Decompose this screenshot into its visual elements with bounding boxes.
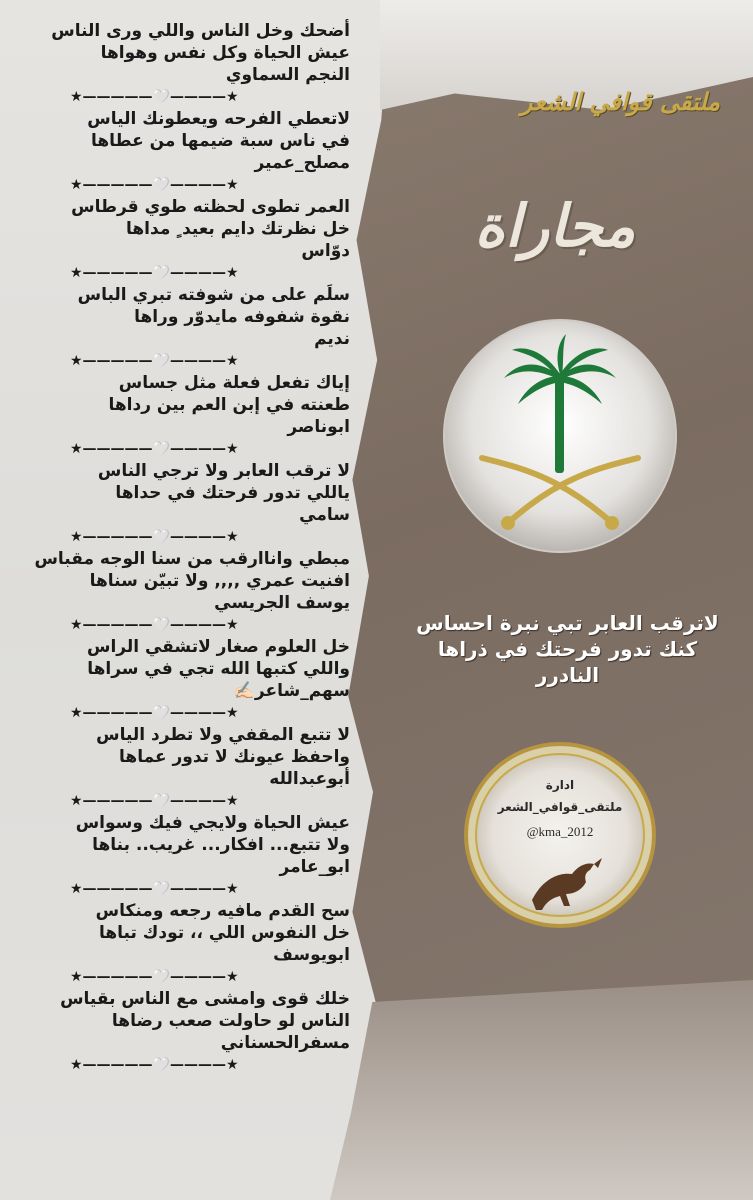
poem-line: إياك تفعل فعلة مثل جساس xyxy=(118,373,350,393)
poem-line: واللي كتبها الله تجي في سراها xyxy=(87,659,350,679)
poem-author: نديم xyxy=(314,329,350,349)
poem-3 xyxy=(60,196,350,284)
poem-line: خل النفوس اللي ،، تودك تباها xyxy=(98,923,350,943)
quote-line: النادرر xyxy=(535,663,600,687)
poem-4 xyxy=(60,284,350,372)
poem-line: عيش الحياة وكل نفس وهواها xyxy=(100,43,350,63)
poem-line: عيش الحياة ولايجي فيك وسواس xyxy=(75,813,350,833)
separator: ★—————🤍————★ xyxy=(70,617,239,633)
poem-7 xyxy=(34,548,350,636)
forum-title: ملتقى قوافي الشعر xyxy=(520,88,720,116)
separator: ★—————🤍————★ xyxy=(70,177,239,193)
poem-line: لا تتبع المقفي ولا تطرد الياس xyxy=(96,725,350,745)
poem-author: يوسف الجريسي xyxy=(214,593,350,613)
poem-author: مصلح_عمير xyxy=(254,153,350,173)
poem-1 xyxy=(51,20,350,108)
separator: ★—————🤍————★ xyxy=(70,705,239,721)
separator: ★—————🤍————★ xyxy=(70,529,239,545)
separator: ★—————🤍————★ xyxy=(70,1057,239,1073)
poem-line: واحفظ عيونك لا تدور عماها xyxy=(119,747,350,767)
poem-10 xyxy=(60,812,350,900)
header-word: مجاراة xyxy=(474,192,636,260)
poem-line: في ناس سبة ضيمها من عطاها xyxy=(90,131,350,151)
poem-author: ابوناصر xyxy=(287,417,350,437)
featured-quote xyxy=(395,610,740,688)
poems-column xyxy=(34,20,350,1076)
badge-line-admin: ادارة xyxy=(545,778,575,792)
poem-line: افنيت عمري ,,,, ولا تبيّن سناها xyxy=(89,571,350,591)
poem-line: مبطي واناارقب من سنا الوجه مقباس xyxy=(34,549,350,569)
poem-2 xyxy=(60,108,350,196)
poem-11 xyxy=(60,900,350,988)
poem-line: ياللي تدور فرحتك في حداها xyxy=(115,483,350,503)
poem-line: العمر تطوى لحظته طوي قرطاس xyxy=(71,197,350,217)
poem-6 xyxy=(60,460,350,548)
badge-handle: @kma_2012 xyxy=(526,824,594,839)
separator: ★—————🤍————★ xyxy=(70,441,239,457)
poem-author: سهم_شاعر✍🏻 xyxy=(233,681,350,701)
poem-line: لا ترقب العابر ولا ترجي الناس xyxy=(97,461,350,481)
separator: ★—————🤍————★ xyxy=(70,793,239,809)
poem-author: ابو_عامر xyxy=(279,857,350,877)
poem-8 xyxy=(60,636,350,724)
poem-author: النجم السماوي xyxy=(225,65,350,85)
poem-line: سلَم على من شوفته تبري الباس xyxy=(77,285,350,305)
poem-line: خل العلوم صغار لاتشقي الراس xyxy=(86,637,350,657)
poem-author: ابويوسف xyxy=(273,945,350,965)
poem-12 xyxy=(60,988,350,1076)
quote-line: كنك تدور فرحتك في ذراها xyxy=(437,637,698,661)
quote-line: لاترقب العابر تبي نبرة احساس xyxy=(416,611,719,635)
poem-author: مسفرالحسناني xyxy=(220,1033,350,1053)
poem-5 xyxy=(60,372,350,460)
separator: ★—————🤍————★ xyxy=(70,89,239,105)
poem-line: سح القدم مافيه رجعه ومنكاس xyxy=(95,901,350,921)
poem-line: الناس لو حاولت صعب رضاها xyxy=(111,1011,350,1031)
poem-line: خل نظرتك دايم بعيد ٍ مداها xyxy=(126,219,350,239)
poem-9 xyxy=(60,724,350,812)
separator: ★—————🤍————★ xyxy=(70,969,239,985)
poem-line: نقوة شفوفه مايدوّر وراها xyxy=(134,307,350,327)
badge-line-forum: ملتقى_قوافي_الشعر xyxy=(497,800,623,814)
separator: ★—————🤍————★ xyxy=(70,353,239,369)
poem-line: أضحك وخل الناس واللي ورى الناس xyxy=(51,21,350,41)
saudi-emblem-icon xyxy=(442,318,678,554)
poem-author: سامي xyxy=(299,505,350,525)
poem-line: لاتعطي الفرحه ويعطونك الياس xyxy=(87,109,350,129)
badge-text xyxy=(462,740,658,930)
separator: ★—————🤍————★ xyxy=(70,265,239,281)
poem-line: ولا تتبع... افكار... غريب.. بناها xyxy=(92,835,350,855)
separator: ★—————🤍————★ xyxy=(70,881,239,897)
poem-author: دوّاس xyxy=(301,241,350,261)
poem-line: طعنته في إبن العم بين رداها xyxy=(108,395,350,415)
poem-line: خلك قوى وامشى مع الناس بقياس xyxy=(60,989,350,1009)
torn-bottom-strip xyxy=(330,980,753,1200)
poem-author: أبوعبدالله xyxy=(269,769,350,789)
